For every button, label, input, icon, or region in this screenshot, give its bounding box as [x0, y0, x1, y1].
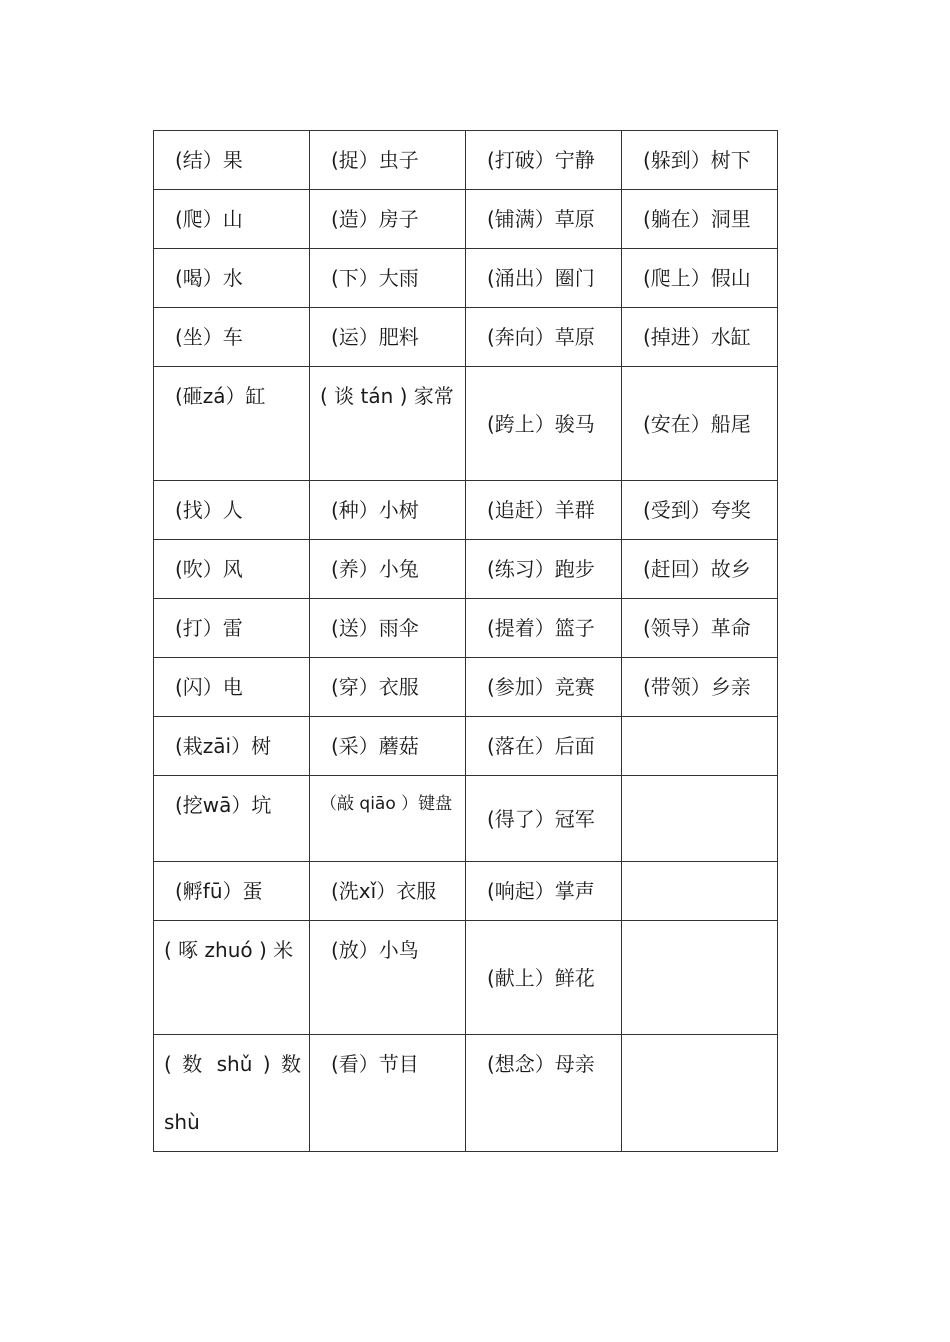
- table-cell: (受到）夸奖: [622, 481, 778, 540]
- table-cell: (得了）冠军: [466, 776, 622, 862]
- table-row: [154, 717, 778, 776]
- table-row: [154, 131, 778, 190]
- table-cell: (喝）水: [154, 249, 310, 308]
- table-row: [154, 658, 778, 717]
- table-cell: (响起）掌声: [466, 862, 622, 921]
- table-cell: (洗xǐ）衣服: [310, 862, 466, 921]
- table-cell: [622, 862, 778, 921]
- table-cell: (提着）篮子: [466, 599, 622, 658]
- table-cell: ( 谈 tán ) 家常: [310, 367, 466, 481]
- table-cell: (种）小树: [310, 481, 466, 540]
- table-cell: (铺满）草原: [466, 190, 622, 249]
- table-cell: (参加）竞赛: [466, 658, 622, 717]
- table-row: [154, 190, 778, 249]
- table-cell: (躺在）洞里: [622, 190, 778, 249]
- table-cell: ( 啄 zhuó ) 米: [154, 921, 310, 1035]
- table-cell: (孵fū）蛋: [154, 862, 310, 921]
- vocabulary-sheet: [153, 130, 777, 1152]
- table-cell: (放）小鸟: [310, 921, 466, 1035]
- table-cell: (打）雷: [154, 599, 310, 658]
- table-row: [154, 1035, 778, 1152]
- table-cell: (奔向）草原: [466, 308, 622, 367]
- table-cell: (落在）后面: [466, 717, 622, 776]
- table-cell: (想念）母亲: [466, 1035, 622, 1152]
- table-row: [154, 540, 778, 599]
- table-cell: (涌出）圈门: [466, 249, 622, 308]
- table-cell: (安在）船尾: [622, 367, 778, 481]
- table-cell: (挖wā）坑: [154, 776, 310, 862]
- table-row: [154, 249, 778, 308]
- table-cell: (追赶）羊群: [466, 481, 622, 540]
- table-cell: (掉进）水缸: [622, 308, 778, 367]
- table-row: [154, 481, 778, 540]
- table-cell: (躲到）树下: [622, 131, 778, 190]
- table-row: [154, 921, 778, 1035]
- table-cell: (带领）乡亲: [622, 658, 778, 717]
- table-cell: (爬上）假山: [622, 249, 778, 308]
- table-cell: [622, 776, 778, 862]
- table-cell: [622, 921, 778, 1035]
- table-cell: (造）房子: [310, 190, 466, 249]
- table-cell: (闪）电: [154, 658, 310, 717]
- table-row: [154, 599, 778, 658]
- table-row: [154, 367, 778, 481]
- table-cell: (打破）宁静: [466, 131, 622, 190]
- vocabulary-table: [153, 130, 778, 1152]
- table-cell: (跨上）骏马: [466, 367, 622, 481]
- table-cell: (坐）车: [154, 308, 310, 367]
- table-cell: (运）肥料: [310, 308, 466, 367]
- table-cell: (养）小兔: [310, 540, 466, 599]
- table-cell: (领导）革命: [622, 599, 778, 658]
- table-cell: [622, 717, 778, 776]
- table-cell: (找）人: [154, 481, 310, 540]
- table-cell: (栽zāi）树: [154, 717, 310, 776]
- table-cell: (送）雨伞: [310, 599, 466, 658]
- table-cell: （敲 qiāo ）键盘: [310, 776, 466, 862]
- table-cell: (吹）风: [154, 540, 310, 599]
- table-cell: (献上）鲜花: [466, 921, 622, 1035]
- table-cell: (练习）跑步: [466, 540, 622, 599]
- table-cell: (穿）衣服: [310, 658, 466, 717]
- table-cell: [622, 1035, 778, 1152]
- table-cell: (采）蘑菇: [310, 717, 466, 776]
- table-cell: (看）节目: [310, 1035, 466, 1152]
- table-cell: (结）果: [154, 131, 310, 190]
- table-cell: (爬）山: [154, 190, 310, 249]
- table-row: [154, 776, 778, 862]
- table-cell: (捉）虫子: [310, 131, 466, 190]
- table-cell: (砸zá）缸: [154, 367, 310, 481]
- table-row: [154, 862, 778, 921]
- table-cell: (赶回）故乡: [622, 540, 778, 599]
- table-cell: (下）大雨: [310, 249, 466, 308]
- table-cell: ( 数 shǔ ) 数 shù: [154, 1035, 310, 1152]
- table-row: [154, 308, 778, 367]
